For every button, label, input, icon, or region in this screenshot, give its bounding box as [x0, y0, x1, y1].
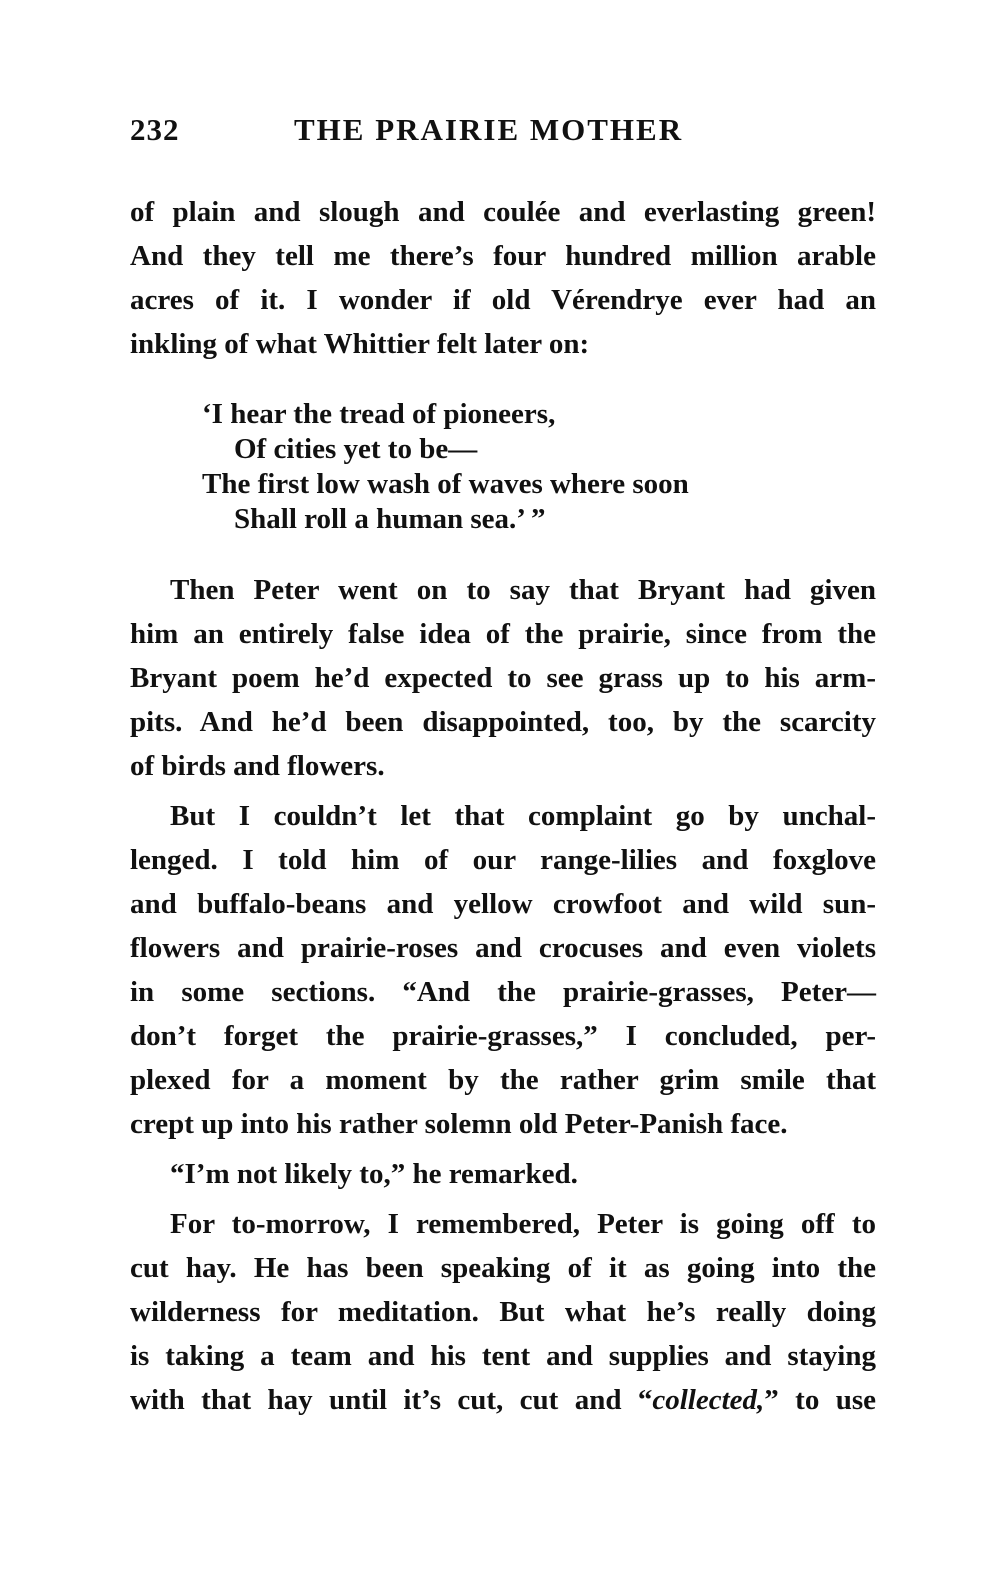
text-line: wilderness for meditation. But what he’s really doing [130, 1296, 876, 1328]
text-span: with that hay until it’s cut, cut and “ [130, 1384, 653, 1416]
text-line: is taking a team and his tent and supplies and staying [130, 1340, 876, 1372]
paragraph-4 [130, 1152, 876, 1196]
page-header [130, 112, 890, 156]
text-line: pits. And he’d been disappointed, too, by the scarcity [130, 706, 876, 738]
text-line-with-italic [130, 1378, 876, 1422]
text-line: of plain and slough and coulée and everlasting green! [130, 196, 876, 228]
text-line: lenged. I told him of our range-lilies and foxglove [130, 844, 876, 876]
text-line: “I’m not likely to,” he remarked. [170, 1158, 578, 1190]
text-span: ” to use [764, 1384, 876, 1416]
verse-quotation [202, 397, 802, 537]
verse-line: The first low wash of waves where soon [202, 468, 689, 500]
text-line: Then Peter went on to say that Bryant had given [170, 574, 876, 606]
text-line: cut hay. He has been speaking of it as going into the [130, 1252, 876, 1284]
text-line: inkling of what Whittier felt later on: [130, 328, 590, 360]
text-line: don’t forget the prairie-grasses,” I concluded, per- [130, 1020, 876, 1052]
text-line: flowers and prairie-roses and crocuses and even violets [130, 932, 876, 964]
verse-line: ‘I hear the tread of pioneers, [202, 398, 556, 430]
verse-line: Shall roll a human sea.’ ” [234, 503, 546, 535]
text-line: in some sections. “And the prairie-grasses, Peter— [130, 976, 876, 1008]
text-line: acres of it. I wonder if old Vérendrye ever had an [130, 284, 876, 316]
text-line: crept up into his rather solemn old Peter-Panish face. [130, 1108, 788, 1140]
text-line: But I couldn’t let that complaint go by unchal- [170, 800, 876, 832]
verse-line: Of cities yet to be— [234, 433, 478, 465]
paragraph-3 [130, 794, 876, 1146]
text-line: For to-morrow, I remembered, Peter is going off to [170, 1208, 876, 1240]
text-line: of birds and flowers. [130, 750, 385, 782]
text-line: and buffalo-beans and yellow crowfoot and wild sun- [130, 888, 876, 920]
body-text [130, 190, 876, 1422]
paragraph-5 [130, 1202, 876, 1422]
running-title: THE PRAIRIE MOTHER [294, 112, 684, 147]
page-number: 232 [130, 112, 180, 147]
text-line: him an entirely false idea of the prairie, since from the [130, 618, 876, 650]
text-line: And they tell me there’s four hundred million arable [130, 240, 876, 272]
italic-word: collected, [652, 1384, 765, 1416]
paragraph-2 [130, 568, 876, 788]
text-line: Bryant poem he’d expected to see grass up to his arm- [130, 662, 876, 694]
text-line: plexed for a moment by the rather grim smile that [130, 1064, 876, 1096]
paragraph-1 [130, 190, 876, 366]
